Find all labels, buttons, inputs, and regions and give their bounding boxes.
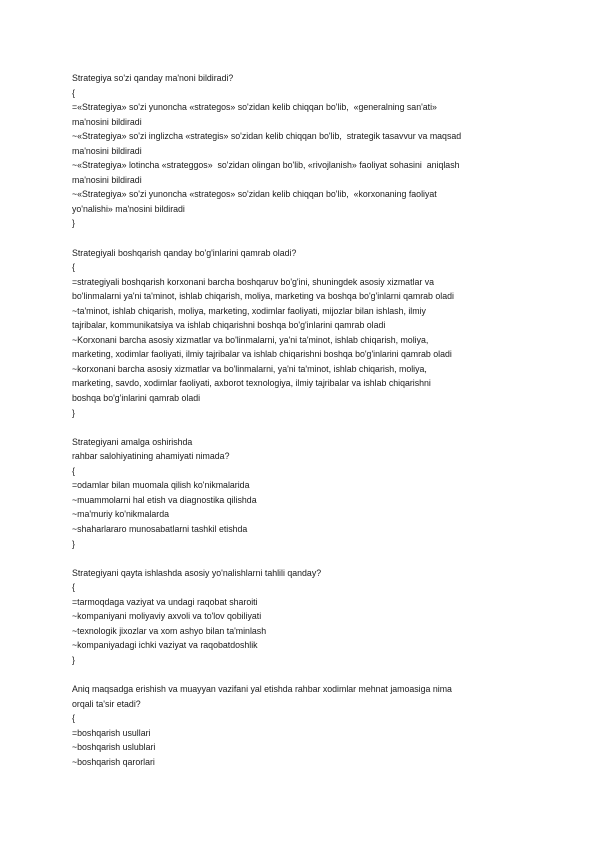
text-line: ~«Strategiya» lotincha «strateggos» so'zidan olingan bo'lib, «rivojlanish» faoliyat sohasini aniqlash [72,160,460,171]
question-block [72,682,532,769]
text-line: =strategiyali boshqarish korxonani barcha boshqaruv bo'g'ini, shuningdek asosiy xizmatlar va [72,276,435,287]
text-line: tajribalar, kommunikatsiya va ishlab chiqarishni boshqa bo'g'inlarini qamrab oladi [72,320,386,331]
text-line: Aniq maqsadga erishish va muayyan vazifani yal etishda rahbar xodimlar mehnat jamoasiga nima [72,683,452,694]
text-line: ~ta'minot, ishlab chiqarish, moliya, marketing, xodimlar faoliyati, mijozlar bilan ishlash, ilmiy [72,305,426,316]
text-line: ~shaharlararo munosabatlarni tashkil etishda [72,523,248,534]
text-line: Strategiyali boshqarish qanday bo'g'inlarini qamrab oladi? [72,247,297,258]
text-line: ~kompaniyani moliyaviy axvoli va to'lov qobiliyati [72,611,262,622]
text-line: { [72,713,75,724]
text-line: ~Korxonani barcha asosiy xizmatlar va bo'linmalarni, ya'ni ta'minot, ishlab chiqarish, moliya, [72,334,429,345]
text-line: Strategiyani amalga oshirishda [72,436,193,447]
text-line: ~kompaniyadagi ichki vaziyat va raqobatdoshlik [72,640,258,651]
text-line: rahbar salohiyatining ahamiyati nimada? [72,451,230,462]
document-body [72,71,532,769]
text-line: orqali ta'sir etadi? [72,698,141,709]
text-line: { [72,465,75,476]
text-line: } [72,218,75,229]
text-line: } [72,654,75,665]
text-line: ~korxonani barcha asosiy xizmatlar va bo'linmalarni, ya'ni ta'minot, ishlab chiqarish, moliya, [72,363,427,374]
text-line: ~«Strategiya» so'zi inglizcha «strategis» so'zidan kelib chiqqan bo'lib, strategik tasavvur va maqsad [72,131,462,142]
text-line: ma'nosini bildiradi [72,116,142,127]
text-line: =odamlar bilan muomala qilish ko'nikmalarida [72,480,250,491]
text-line: =tarmoqdaga vaziyat va undagi raqobat sharoiti [72,596,258,607]
text-line: { [72,262,75,273]
text-line: Strategiya so'zi qanday ma'noni bildiradi? [72,73,234,83]
text-line: ~boshqarish qarorlari [72,756,155,767]
paragraph-spacer [72,667,532,682]
text-line: bo'linmalarni ya'ni ta'minot, ishlab chiqarish, moliya, marketing va boshqa bo'g'inlarni qamrab oladi [72,291,454,302]
question-block [72,435,532,551]
text-line: ~texnologik jixozlar va xom ashyo bilan ta'minlash [72,625,267,636]
text-line: marketing, xodimlar faoliyati, ilmiy tajribalar va ishlab chiqarishni boshqa bo'g'inlarini qamrab oladi [72,349,452,360]
text-line: { [72,87,75,98]
text-line: boshqa bo'g'inlarini qamrab oladi [72,393,201,404]
question-block [72,566,532,668]
text-line: { [72,582,75,593]
text-line: =«Strategiya» so'zi yunoncha «strategos» so'zidan kelib chiqqan bo'lib, «generalning san'ati» [72,102,437,113]
text-line: ma'nosini bildiradi [72,145,142,156]
text-line: marketing, savdo, xodimlar faoliyati, axborot texnologiya, ilmiy tajribalar va ishlab chiqarishni [72,378,431,389]
paragraph-spacer [72,551,532,566]
text-line: } [72,407,75,418]
paragraph-spacer [72,231,532,246]
question-block [72,246,532,421]
text-line: ~boshqarish uslublari [72,742,156,753]
text-line: ~muammolarni hal etish va diagnostika qilishda [72,494,257,505]
text-line: =boshqarish usullari [72,727,151,738]
text-line: } [72,538,75,549]
text-line: ma'nosini bildiradi [72,174,142,185]
text-line: ~«Strategiya» so'zi yunoncha «strategos» so'zidan kelib chiqqan bo'lib, «korxonaning faoliyat [72,189,437,200]
question-block [72,71,532,231]
text-line: Strategiyani qayta ishlashda asosiy yo'nalishlarni tahlili qanday? [72,567,322,578]
text-line: ~ma'muriy ko'nikmalarda [72,509,169,520]
paragraph-spacer [72,420,532,435]
text-line: yo'nalishi» ma'nosini bildiradi [72,203,185,214]
